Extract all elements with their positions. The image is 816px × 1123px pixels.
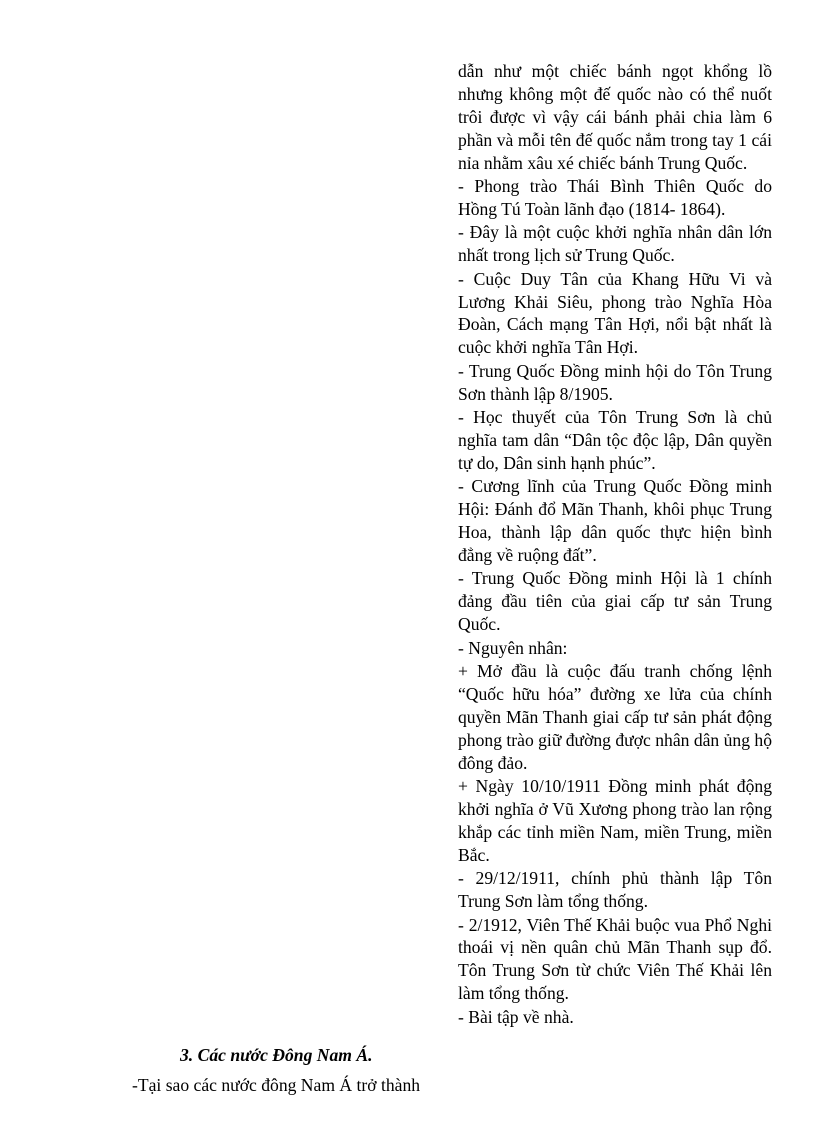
paragraph-largest-uprising: - Đây là một cuộc khởi nghĩa nhân dân lớn nhất trong lịch sử Trung Quốc. xyxy=(458,222,772,266)
paragraph-homework: - Bài tập về nhà. xyxy=(458,1006,574,1027)
paragraph-quoc-huu-hoa: + Mở đầu là cuộc đấu tranh chống lệnh “Quốc hữu hóa” đường xe lửa của chính quyền Mãn Thanh giai cấp tư sản phát động phong trào giữ đường được nhân dân ủng hộ đông đảo. xyxy=(458,661,773,773)
paragraph-intro: dẫn như một chiếc bánh ngọt khổng lồ nhưng không một đế quốc nào có thể nuốt trôi được vì vậy cái bánh phải chia làm 6 phần và mỗi tên đế quốc nắm trong tay 1 cái nỉa nhằm xâu xé chiếc bánh Trung Quốc. xyxy=(458,61,772,173)
paragraph-vien-the-khai: - 2/1912, Viên Thế Khải buộc vua Phổ Nghi thoái vị nền quân chủ Mãn Thanh sụp đổ. Tôn Trung Sơn từ chức Viên Thế Khải lên làm tổng thống. xyxy=(458,914,772,1004)
paragraph-cuong-linh: - Cương lĩnh của Trung Quốc Đồng minh Hội: Đánh đổ Mãn Thanh, khôi phục Trung Hoa, thành lập dân quốc thực hiện bình đẳng về ruộng đất”. xyxy=(458,476,772,566)
paragraph-tong-thong: - 29/12/1911, chính phủ thành lập Tôn Trung Sơn làm tổng thống. xyxy=(458,868,772,912)
paragraph-dong-minh-hoi: - Trung Quốc Đồng minh hội do Tôn Trung Sơn thành lập 8/1905. xyxy=(458,360,772,404)
left-column-question: -Tại sao các nước đông Nam Á trở thành xyxy=(132,1075,421,1095)
paragraph-chinh-dang: - Trung Quốc Đồng minh Hội là 1 chính đảng đầu tiên của giai cấp tư sản Trung Quốc. xyxy=(458,568,772,635)
paragraph-nguyen-nhan: - Nguyên nhân: xyxy=(458,637,568,658)
paragraph-duy-tan: - Cuộc Duy Tân của Khang Hữu Vi và Lương Khải Siêu, phong trào Nghĩa Hòa Đoàn, Cách mạng Tân Hợi, nổi bật nhất là cuộc khởi nghĩa Tân Hợi. xyxy=(458,268,772,358)
paragraph-thai-binh-thien-quoc: - Phong trào Thái Bình Thiên Quốc do Hồng Tú Toàn lãnh đạo (1814- 1864). xyxy=(458,176,772,219)
paragraph-vu-xuong: + Ngày 10/10/1911 Đồng minh phát động khởi nghĩa ở Vũ Xương phong trào lan rộng khắp các tỉnh miền Nam, miền Trung, miền Bắc. xyxy=(458,776,772,865)
section-heading: 3. Các nước Đông Nam Á. xyxy=(180,1045,373,1065)
paragraph-tam-dan: - Học thuyết của Tôn Trung Sơn là chủ nghĩa tam dân “Dân tộc độc lập, Dân quyền tự do, Dân sinh hạnh phúc”. xyxy=(458,407,772,473)
right-column-text xyxy=(458,60,772,1029)
